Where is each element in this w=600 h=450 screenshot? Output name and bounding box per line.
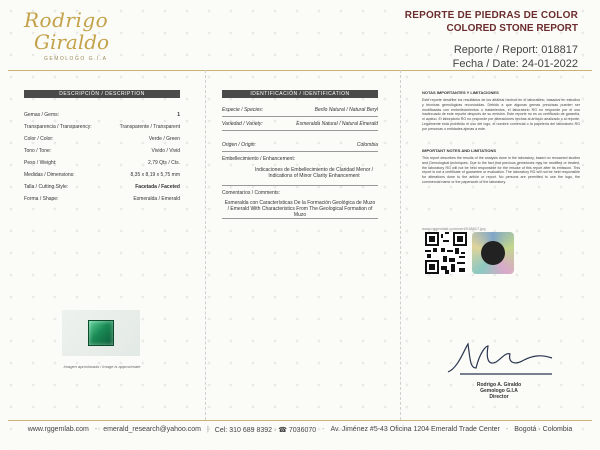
description-row: [24, 160, 180, 167]
species-label: Especie / Species:: [222, 107, 264, 113]
description-label: Medidas / Dimensions:: [24, 172, 75, 178]
description-label: Tono / Tone:: [24, 148, 52, 154]
notes-text-es: Este reporte describe los resultados de los análisis hechos en el laboratorio, basados en estudios y técnicas gemológicas reconocidas. Debido a que algunas gemas preciosas pueden ser modificadas con embellecimientos o tratamientos, el laboratorio RG no responde por el uso inadecuado de este reporte después de su emisión. Este reporte no es un certificado de garantía, ni avalúo. El laboratorio RG no responde por alteraciones hechas al artículo analizado o al reporte. Legalmente está prohibido el uso del logo, el nombre comercial o la papelería del laboratorio RG por personas o entidades ajenas a este.: [422, 98, 580, 131]
signer-title: Gemologo G.I.A: [480, 388, 518, 394]
description-value: Facetada / Faceted: [135, 184, 180, 190]
image-caption: Imagen aproximada / Image is approximate: [63, 364, 141, 369]
logo-line1: Rodrigo: [24, 8, 109, 32]
hologram-center-icon: [481, 241, 505, 265]
notes-heading-es: NOTAS IMPORTANTES Y LIMITACIONES: [422, 90, 499, 95]
footer-email[interactable]: emerald_research@yahoo.com: [103, 426, 201, 433]
description-label: Color / Color:: [24, 136, 54, 142]
title-spanish: REPORTE DE PIEDRAS DE COLOR: [404, 10, 578, 21]
report-date: Fecha / Date: 24-01-2022: [452, 58, 578, 70]
enhancement-row: [222, 156, 378, 163]
description-row: [24, 124, 180, 131]
divider: [222, 130, 378, 131]
footer-separator: -: [505, 426, 509, 433]
title-english: COLORED STONE REPORT: [446, 23, 578, 34]
variety-row: [222, 121, 378, 128]
species-row: [222, 107, 378, 114]
hologram-seal-icon: [472, 232, 514, 274]
logo-subtitle: GEMOLOGO G.I.A: [44, 56, 108, 62]
notes-heading-en: IMPORTANT NOTES AND LIMITATIONS: [422, 148, 497, 153]
origin-row: [222, 142, 378, 149]
description-value: Verde / Green: [148, 136, 180, 142]
description-row: [24, 112, 180, 119]
origin-value: Colombia: [356, 142, 378, 148]
description-value: Vivido / Vivid: [151, 148, 180, 154]
footer-separator: -: [94, 426, 98, 433]
description-row: [24, 148, 180, 155]
description-value: 1: [177, 112, 180, 118]
signer-role: Director: [489, 394, 509, 400]
report-number: Reporte / Report: 018817: [453, 44, 578, 56]
description-label: Peso / Weight:: [24, 160, 57, 166]
footer-address: Av. Jiménez #5-43 Oficina 1204 Emerald Trade Center: [330, 426, 500, 433]
emerald-gem-icon: [88, 320, 114, 346]
report-title-block: [405, 10, 578, 70]
comments-row: [222, 190, 378, 197]
variety-value: Esmeralda Natural / Natural Emerald: [296, 121, 378, 127]
lab-logo: [24, 8, 144, 66]
footer-city: Bogotá · Colombia: [514, 426, 573, 433]
origin-label: Origen / Origin:: [222, 142, 256, 148]
description-value: Transparente / Transparent: [119, 124, 180, 130]
identification-band: IDENTIFICACIÓN / IDENTIFICATION: [222, 90, 378, 98]
description-label: Transparencia / Transparency:: [24, 124, 92, 130]
footer-separator: |: [206, 426, 209, 433]
divider: [222, 185, 378, 186]
comments-label: Comentarios / Comments:: [222, 190, 281, 196]
comments-value: Esmeralda con Características De la Formación Geológica de Muzo / Emerald With Characteristics From The Geological Formation of Muzo: [224, 200, 376, 218]
fold-line-right: [400, 70, 401, 420]
footer-website[interactable]: www.rggemlab.com: [27, 426, 89, 433]
notes-text-en: This report describes the results of the analysis done in the laboratory, based on renowned studies and Gemological techniques. Due to the fact that precious gemstones may be modified or treated, the laboratory RG will not be held responsible for the misuse of this report after its emission. This report is not a certificate of guarantee or evaluation. The laboratory RG will not be held responsible for alterations done to the article or report. No persons are permitted to use the logo, the commercial name or the paperwork of the laboratory.: [422, 156, 580, 184]
divider: [222, 218, 378, 219]
species-value: Berilo Natural / Natural Beryl: [314, 107, 378, 113]
footer-contact: [0, 426, 600, 434]
qr-code-icon[interactable]: [425, 232, 467, 274]
enhancement-label: Embellecimiento / Enhancement:: [222, 156, 296, 162]
description-row: [24, 136, 180, 143]
description-row: [24, 184, 180, 191]
fold-line-left: [205, 70, 206, 420]
description-row: [24, 172, 180, 179]
footer-divider: [8, 420, 592, 421]
footer-phone: Cel: 310 689 8392 · ☎ 7036070: [214, 427, 317, 434]
verification-url[interactable]: www.rggemlab.com/cert/018817.jpg: [422, 226, 486, 231]
logo-line2: Giraldo: [34, 30, 110, 54]
enhancement-value: Indicaciones de Embellecimiento de Claridad Menor / Indications of Minor Clarity Enhancement: [254, 167, 374, 179]
gem-image: [62, 310, 140, 356]
signer-name: Rodrigo A. Giraldo: [476, 382, 522, 388]
description-value: 2,79 Qts / Cts.: [148, 160, 180, 166]
description-label: Gemas / Gems:: [24, 112, 60, 118]
description-band: DESCRIPCIÓN / DESCRIPTION: [24, 90, 180, 98]
signer-block: [440, 382, 558, 400]
description-value: 8,35 x 8,19 x 5,75 mm: [130, 172, 180, 178]
description-row: [24, 196, 180, 203]
description-label: Talla / Cutting Style:: [24, 184, 69, 190]
header-divider: [8, 70, 592, 71]
description-value: Esmeralda / Emerald: [133, 196, 180, 202]
divider: [222, 116, 378, 117]
divider: [222, 151, 378, 152]
variety-label: Variedad / Variety:: [222, 121, 263, 127]
footer-separator: -: [322, 426, 325, 433]
signature-icon: [440, 338, 560, 378]
description-label: Forma / Shape:: [24, 196, 59, 202]
